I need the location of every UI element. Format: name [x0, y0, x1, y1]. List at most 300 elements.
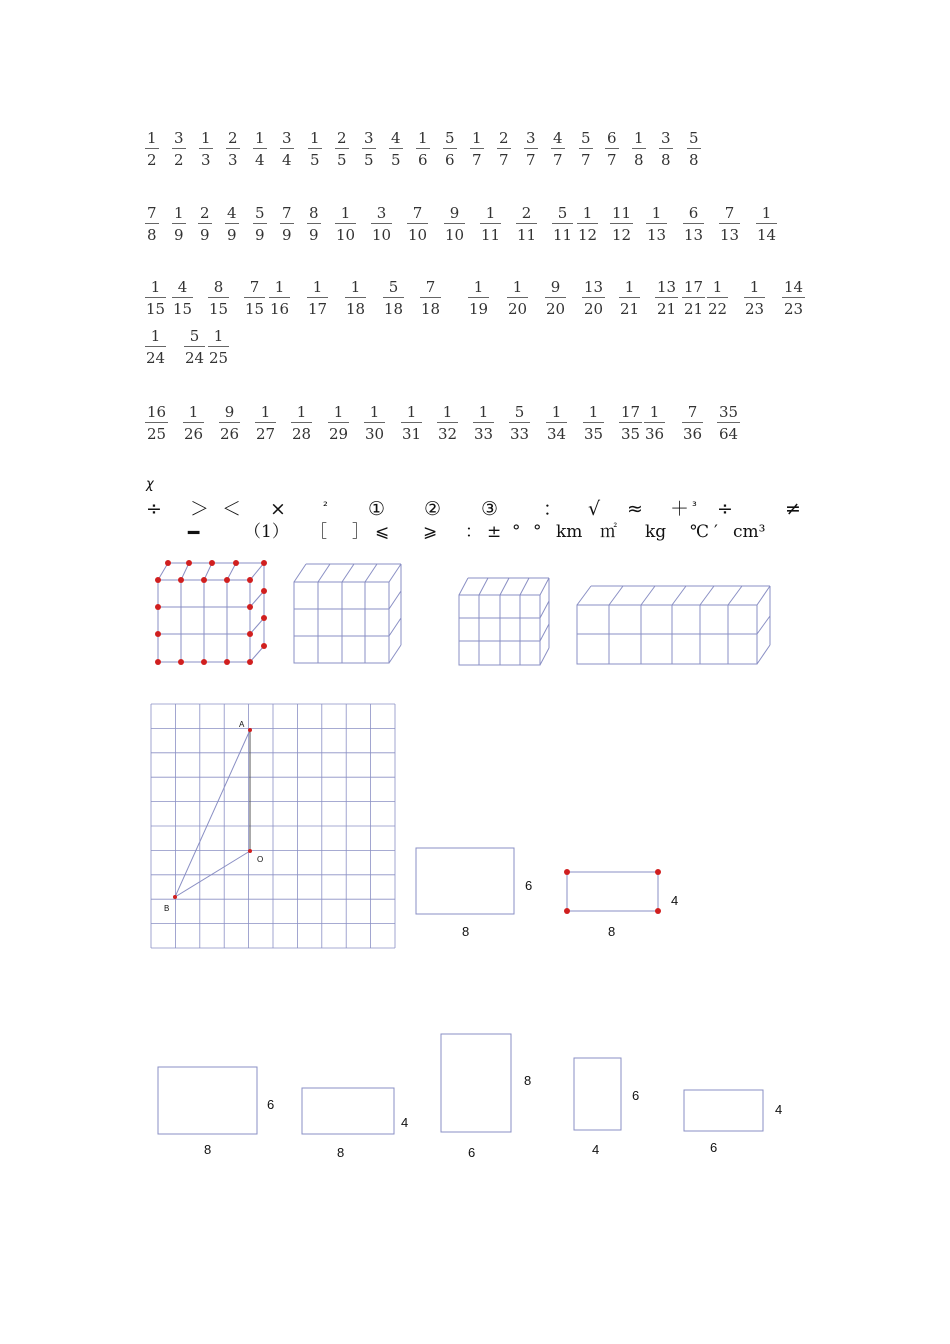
row-rect-5-side: 4	[775, 1102, 783, 1117]
denominator: 15	[173, 300, 193, 318]
numerator: 1	[512, 278, 523, 296]
denominator: 13	[720, 226, 740, 244]
denominator: 4	[282, 151, 292, 169]
fraction	[281, 131, 293, 168]
row-rect-4-side: 6	[632, 1088, 640, 1103]
numerator: 1	[350, 278, 361, 296]
denominator: 2	[174, 151, 184, 169]
denominator: 27	[256, 425, 276, 443]
math-symbol: ≠	[785, 498, 801, 520]
fraction	[474, 405, 493, 442]
fraction	[346, 280, 365, 317]
numerator: 1	[333, 403, 344, 421]
math-symbol: ②	[424, 498, 442, 520]
numerator: 9	[449, 204, 460, 222]
numerator: 2	[337, 129, 347, 147]
numerator: 4	[227, 204, 237, 222]
denominator: 10	[372, 226, 392, 244]
denominator: 15	[209, 300, 229, 318]
fraction	[146, 280, 165, 317]
numerator: 1	[406, 403, 417, 421]
denominator: 9	[309, 226, 319, 244]
math-symbol: km	[556, 522, 583, 542]
math-symbol: ÷	[146, 498, 162, 520]
denominator: 16	[270, 300, 290, 318]
denominator: 5	[337, 151, 347, 169]
denominator: 22	[708, 300, 728, 318]
row-rect-1	[157, 1066, 259, 1136]
fraction	[547, 405, 566, 442]
fraction	[245, 280, 264, 317]
fraction	[633, 131, 645, 168]
fraction	[757, 206, 776, 243]
row-rect-5	[683, 1089, 765, 1133]
fraction	[309, 131, 321, 168]
coordinate-grid	[150, 703, 395, 948]
numerator: 4	[177, 278, 188, 296]
fraction	[645, 405, 664, 442]
math-symbol: ：	[543, 498, 563, 520]
math-symbol: ［	[310, 522, 327, 542]
denominator: 5	[310, 151, 320, 169]
numerator: 1	[442, 403, 453, 421]
denominator: 9	[282, 226, 292, 244]
fraction	[553, 206, 572, 243]
fraction	[173, 131, 185, 168]
denominator: 18	[421, 300, 441, 318]
denominator: 8	[147, 226, 157, 244]
denominator: 19	[469, 300, 489, 318]
cube-small	[458, 575, 554, 667]
fraction	[226, 206, 238, 243]
math-symbol: ：	[465, 522, 482, 542]
denominator: 25	[147, 425, 167, 443]
denominator: 8	[661, 151, 671, 169]
denominator: 36	[645, 425, 665, 443]
denominator: 21	[657, 300, 677, 318]
numerator: 1	[478, 403, 489, 421]
numerator: 1	[201, 129, 211, 147]
denominator: 20	[584, 300, 604, 318]
denominator: 9	[255, 226, 265, 244]
denominator: 13	[647, 226, 667, 244]
denominator: 35	[621, 425, 641, 443]
numerator: 17	[684, 278, 704, 296]
denominator: 13	[684, 226, 704, 244]
math-symbol: ³	[692, 499, 697, 513]
math-symbol: ＋	[670, 498, 690, 520]
row-rect-3	[440, 1033, 513, 1133]
math-symbol: ①	[368, 498, 386, 520]
numerator: 4	[553, 129, 563, 147]
math-symbol: ±	[487, 522, 502, 542]
fraction	[546, 280, 565, 317]
fraction	[402, 405, 421, 442]
denominator: 24	[146, 349, 166, 367]
numerator: 8	[213, 278, 224, 296]
numerator: 6	[688, 204, 699, 222]
denominator: 33	[510, 425, 530, 443]
numerator: 1	[174, 204, 184, 222]
math-symbol: cm³	[733, 522, 766, 542]
denominator: 4	[255, 151, 265, 169]
variable-x: χ	[146, 477, 154, 492]
fraction	[417, 131, 429, 168]
numerator: 1	[761, 204, 772, 222]
fraction	[720, 206, 739, 243]
numerator: 7	[425, 278, 436, 296]
cuboid-wide	[576, 584, 776, 670]
denominator: 12	[578, 226, 598, 244]
fraction	[445, 206, 464, 243]
denominator: 9	[227, 226, 237, 244]
math-symbol: ＞	[190, 498, 210, 520]
denominator: 5	[364, 151, 374, 169]
numerator: 1	[369, 403, 380, 421]
fraction	[146, 329, 165, 366]
denominator: 34	[547, 425, 567, 443]
numerator: 1	[150, 278, 161, 296]
fraction	[336, 131, 348, 168]
numerator: 7	[724, 204, 735, 222]
numerator: 1	[649, 403, 660, 421]
fraction	[184, 405, 203, 442]
math-symbol: kg	[645, 522, 667, 542]
numerator: 1	[147, 129, 157, 147]
numerator: 7	[412, 204, 423, 222]
numerator: 3	[282, 129, 292, 147]
numerator: 1	[340, 204, 351, 222]
denominator: 11	[481, 226, 501, 244]
denominator: 8	[634, 151, 644, 169]
point-o-label: O	[257, 855, 264, 864]
fraction	[281, 206, 293, 243]
denominator: 3	[228, 151, 238, 169]
fraction	[525, 131, 537, 168]
numerator: 3	[364, 129, 374, 147]
fraction	[481, 206, 500, 243]
point-b-label: B	[164, 904, 170, 913]
denominator: 26	[220, 425, 240, 443]
numerator: 7	[249, 278, 260, 296]
math-symbol: ×	[270, 498, 286, 520]
fraction	[220, 405, 239, 442]
denominator: 11	[517, 226, 537, 244]
denominator: 11	[553, 226, 573, 244]
numerator: 1	[712, 278, 723, 296]
fraction	[552, 131, 564, 168]
fraction	[308, 280, 327, 317]
numerator: 5	[189, 327, 200, 345]
fraction	[708, 280, 727, 317]
fraction	[384, 280, 403, 317]
denominator: 10	[445, 226, 465, 244]
math-symbol: °	[533, 522, 542, 542]
rect-8x4-dots	[564, 869, 664, 915]
denominator: 14	[757, 226, 777, 244]
numerator: 7	[147, 204, 157, 222]
rect-8x6-side: 6	[525, 878, 533, 893]
point-a-label: A	[239, 720, 245, 729]
denominator: 23	[784, 300, 804, 318]
math-symbol: ⩾	[423, 522, 438, 542]
denominator: 26	[184, 425, 204, 443]
denominator: 15	[245, 300, 265, 318]
row-rect-2	[301, 1087, 396, 1135]
numerator: 5	[445, 129, 455, 147]
denominator: 21	[620, 300, 640, 318]
denominator: 31	[402, 425, 422, 443]
fraction	[606, 131, 618, 168]
math-symbol: ≈	[627, 498, 643, 520]
cube-with-dots	[152, 558, 272, 668]
numerator: 3	[526, 129, 536, 147]
math-symbol: （1）	[244, 522, 289, 542]
rect-8x6-bottom: 8	[462, 924, 470, 939]
denominator: 5	[391, 151, 401, 169]
fraction	[471, 131, 483, 168]
fraction	[209, 329, 228, 366]
fraction	[438, 405, 457, 442]
numerator: 1	[485, 204, 496, 222]
rect-8x6	[415, 847, 515, 915]
denominator: 25	[209, 349, 229, 367]
denominator: 7	[472, 151, 482, 169]
fraction	[718, 405, 739, 442]
fraction	[336, 206, 355, 243]
numerator: 1	[588, 403, 599, 421]
fraction	[173, 206, 185, 243]
numerator: 7	[282, 204, 292, 222]
row-rect-4-bottom: 4	[592, 1142, 600, 1157]
numerator: 14	[784, 278, 804, 296]
fraction	[517, 206, 536, 243]
numerator: 6	[607, 129, 617, 147]
math-symbol: ′	[714, 522, 718, 542]
fraction	[620, 405, 641, 442]
numerator: 1	[749, 278, 760, 296]
denominator: 36	[683, 425, 703, 443]
fraction	[270, 280, 289, 317]
denominator: 18	[346, 300, 366, 318]
rect-8x4-bottom: 8	[608, 924, 616, 939]
numerator: 5	[388, 278, 399, 296]
numerator: 5	[689, 129, 699, 147]
fraction	[200, 131, 212, 168]
numerator: 2	[499, 129, 509, 147]
fraction	[611, 206, 632, 243]
fraction	[660, 131, 672, 168]
denominator: 3	[201, 151, 211, 169]
fraction	[647, 206, 666, 243]
numerator: 1	[310, 129, 320, 147]
denominator: 9	[200, 226, 210, 244]
numerator: 16	[147, 403, 167, 421]
math-symbol: ③	[481, 498, 499, 520]
fraction	[199, 206, 211, 243]
numerator: 13	[584, 278, 604, 296]
numerator: 1	[296, 403, 307, 421]
fraction	[620, 280, 639, 317]
denominator: 2	[147, 151, 157, 169]
numerator: 8	[309, 204, 319, 222]
rect-8x4-side: 4	[671, 893, 679, 908]
fraction	[583, 280, 604, 317]
denominator: 20	[508, 300, 528, 318]
numerator: 35	[719, 403, 739, 421]
math-symbol: ］	[352, 522, 369, 542]
denominator: 9	[174, 226, 184, 244]
fraction	[408, 206, 427, 243]
denominator: 64	[719, 425, 739, 443]
denominator: 6	[418, 151, 428, 169]
numerator: 1	[651, 204, 662, 222]
numerator: 1	[634, 129, 644, 147]
fraction	[227, 131, 239, 168]
fraction	[584, 405, 603, 442]
fraction	[508, 280, 527, 317]
fraction	[683, 405, 702, 442]
denominator: 7	[581, 151, 591, 169]
denominator: 24	[185, 349, 205, 367]
denominator: 21	[684, 300, 704, 318]
denominator: 10	[408, 226, 428, 244]
denominator: 12	[612, 226, 632, 244]
numerator: 3	[376, 204, 387, 222]
denominator: 8	[689, 151, 699, 169]
row-rect-1-side: 6	[267, 1097, 275, 1112]
denominator: 6	[445, 151, 455, 169]
denominator: 28	[292, 425, 312, 443]
denominator: 15	[146, 300, 166, 318]
numerator: 9	[550, 278, 561, 296]
fraction	[783, 280, 804, 317]
fraction	[421, 280, 440, 317]
denominator: 7	[526, 151, 536, 169]
math-symbol: ²	[323, 499, 328, 513]
math-symbol: ⩽	[375, 522, 390, 542]
math-symbol: ＜	[222, 498, 242, 520]
numerator: 1	[150, 327, 161, 345]
fraction	[329, 405, 348, 442]
numerator: 1	[418, 129, 428, 147]
fraction	[185, 329, 204, 366]
numerator: 7	[687, 403, 698, 421]
fraction	[363, 131, 375, 168]
numerator: 3	[661, 129, 671, 147]
denominator: 32	[438, 425, 458, 443]
fraction	[390, 131, 402, 168]
fraction	[372, 206, 391, 243]
denominator: 33	[474, 425, 494, 443]
numerator: 1	[551, 403, 562, 421]
fraction	[256, 405, 275, 442]
row-rect-3-bottom: 6	[468, 1145, 476, 1160]
fraction	[688, 131, 700, 168]
fraction	[146, 131, 158, 168]
row-rect-4	[573, 1057, 623, 1131]
numerator: 1	[274, 278, 285, 296]
row-rect-2-bottom: 8	[337, 1145, 345, 1160]
numerator: 9	[224, 403, 235, 421]
numerator: 2	[521, 204, 532, 222]
math-symbol: ━	[188, 522, 200, 544]
denominator: 23	[745, 300, 765, 318]
denominator: 7	[607, 151, 617, 169]
numerator: 4	[391, 129, 401, 147]
math-symbol: °	[512, 522, 521, 542]
numerator: 13	[657, 278, 677, 296]
row-rect-3-side: 8	[524, 1073, 532, 1088]
fraction	[656, 280, 677, 317]
numerator: 1	[312, 278, 323, 296]
fraction	[498, 131, 510, 168]
numerator: 1	[624, 278, 635, 296]
fraction	[580, 131, 592, 168]
numerator: 2	[200, 204, 210, 222]
numerator: 3	[174, 129, 184, 147]
numerator: 1	[260, 403, 271, 421]
numerator: 11	[612, 204, 632, 222]
math-symbol: ÷	[717, 498, 733, 520]
numerator: 1	[188, 403, 199, 421]
cube-4x3	[293, 562, 405, 666]
numerator: 1	[255, 129, 265, 147]
numerator: 1	[472, 129, 482, 147]
denominator: 18	[384, 300, 404, 318]
numerator: 5	[255, 204, 265, 222]
row-rect-5-bottom: 6	[710, 1140, 718, 1155]
fraction	[308, 206, 320, 243]
fraction	[469, 280, 488, 317]
numerator: 1	[582, 204, 593, 222]
fraction	[209, 280, 228, 317]
numerator: 5	[514, 403, 525, 421]
numerator: 5	[581, 129, 591, 147]
math-symbol: √	[588, 498, 601, 520]
denominator: 35	[584, 425, 604, 443]
numerator: 17	[621, 403, 641, 421]
fraction	[146, 405, 167, 442]
denominator: 30	[365, 425, 385, 443]
fraction	[173, 280, 192, 317]
fraction	[254, 131, 266, 168]
denominator: 20	[546, 300, 566, 318]
denominator: 17	[308, 300, 328, 318]
fraction	[365, 405, 384, 442]
row-rect-1-bottom: 8	[204, 1142, 212, 1157]
numerator: 1	[213, 327, 224, 345]
denominator: 7	[499, 151, 509, 169]
numerator: 2	[228, 129, 238, 147]
fraction	[254, 206, 266, 243]
fraction	[510, 405, 529, 442]
denominator: 10	[336, 226, 356, 244]
fraction	[292, 405, 311, 442]
denominator: 7	[553, 151, 563, 169]
fraction	[146, 206, 158, 243]
math-symbol: ㎡	[600, 522, 617, 542]
numerator: 5	[557, 204, 568, 222]
fraction	[578, 206, 597, 243]
math-symbol: ℃	[690, 522, 710, 542]
fraction	[745, 280, 764, 317]
fraction	[683, 280, 704, 317]
fraction	[444, 131, 456, 168]
fraction	[684, 206, 703, 243]
numerator: 1	[473, 278, 484, 296]
row-rect-2-side: 4	[401, 1115, 409, 1130]
